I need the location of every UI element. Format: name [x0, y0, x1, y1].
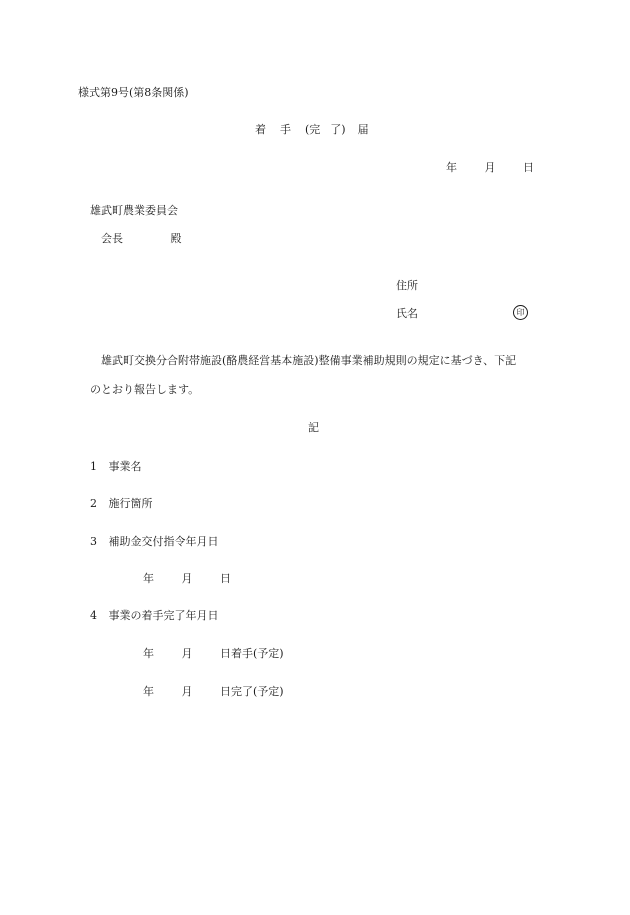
ki-heading: 記	[308, 421, 319, 434]
seal-circle: 印	[513, 305, 528, 320]
position-title: 会長	[101, 232, 123, 245]
date-day: 日	[220, 572, 231, 585]
date-line	[446, 162, 534, 173]
item-label: 補助金交付指令年月日	[108, 535, 219, 548]
body-line-2: のとおり報告します。	[90, 383, 200, 396]
title-char: 手	[280, 123, 291, 136]
date-day: 日完了(予定)	[220, 685, 284, 698]
date-day: 日	[523, 161, 534, 174]
title-char: (完	[305, 123, 321, 136]
item-label: 事業名	[108, 460, 142, 473]
item-1	[90, 461, 142, 472]
date-year: 年	[143, 685, 154, 698]
honorific: 殿	[170, 232, 182, 245]
item-number: 4	[90, 609, 97, 622]
date-year: 年	[143, 647, 154, 660]
item-number: 2	[90, 497, 97, 510]
item-4	[90, 610, 219, 621]
addressee-position	[101, 233, 182, 244]
date-year: 年	[446, 161, 457, 174]
start-date	[143, 648, 284, 659]
item-2	[90, 498, 153, 509]
date-day: 日着手(予定)	[220, 647, 284, 660]
name-label: 氏名	[396, 307, 418, 320]
date-month: 月	[484, 161, 496, 174]
item-3	[90, 536, 219, 547]
item-label: 施行箇所	[108, 497, 153, 510]
date-month: 月	[181, 685, 193, 698]
item-3-date	[143, 573, 231, 584]
title-char: 届	[357, 123, 369, 136]
date-month: 月	[181, 647, 193, 660]
date-year: 年	[143, 572, 154, 585]
end-date	[143, 686, 284, 697]
title-char: 着	[255, 123, 266, 136]
item-number: 3	[90, 535, 97, 548]
document-title	[255, 124, 369, 135]
item-label: 事業の着手完了年月日	[108, 609, 219, 622]
seal-mark	[513, 305, 528, 320]
address-label: 住所	[396, 279, 418, 292]
title-char: 了)	[330, 123, 346, 136]
body-line-1: 雄武町交換分合附帯施設(酪農経営基本施設)整備事業補助規則の規定に基づき、下記	[101, 354, 517, 367]
addressee-organization: 雄武町農業委員会	[90, 204, 178, 217]
item-number: 1	[90, 460, 97, 473]
form-number: 様式第9号(第8条関係)	[78, 86, 189, 99]
date-month: 月	[181, 572, 193, 585]
